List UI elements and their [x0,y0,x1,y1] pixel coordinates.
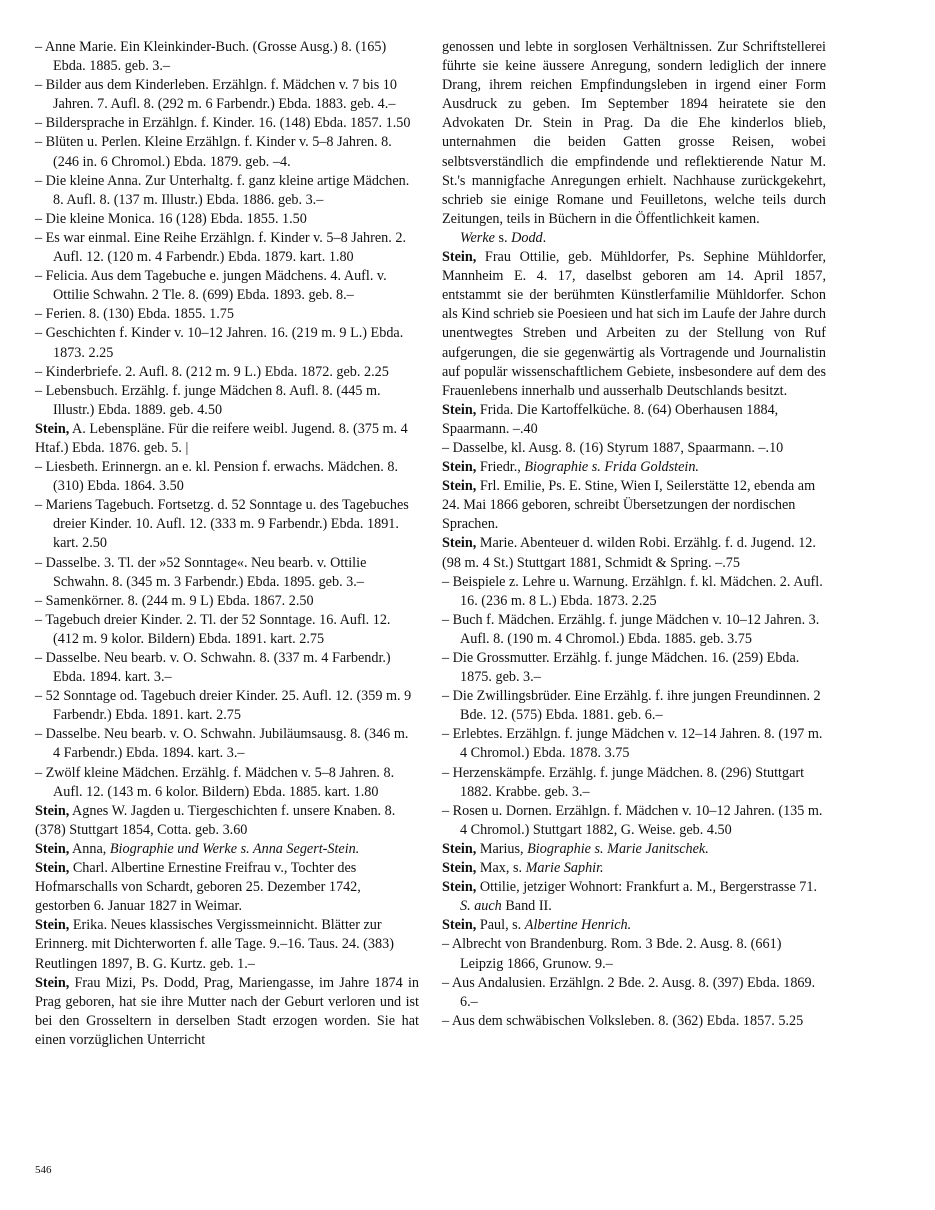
entry-italic: Biographie s. Marie Janitschek. [527,840,709,857]
entry-text: Frl. Emilie, Ps. E. Stine, Wien I, Seilerstätte 12, ebenda am 24. Mai 1866 geboren, schreibt Übersetzungen der nordischen Sprachen. [442,478,816,533]
entry-text: – Felicia. Aus dem Tagebuche e. jungen Mädchens. 4. Aufl. v. Ottilie Schwahn. 2 Tle. 8. (699) Ebda. 1893. geb. 8.– [35,268,387,304]
index-entry [442,859,826,878]
entry-text: – Buch f. Mädchen. Erzählg. f. junge Mädchen v. 10–12 Jahren. 3. Aufl. 8. (190 m. 4 Chromol.) Ebda. 1885. geb. 3.75 [442,611,820,647]
entry-text: – Bildersprache in Erzählgn. f. Kinder. 16. (148) Ebda. 1857. 1.50 [35,115,411,132]
entry-italic: Dodd [511,229,543,246]
entry-text: Frida. Die Kartoffelküche. 8. (64) Oberhausen 1884, Spaarmann. –.40 [442,401,779,437]
index-entry [35,840,419,859]
entry-heading: Stein, [35,974,70,991]
page-number: 546 [35,1164,52,1176]
index-entry [442,974,826,1012]
entry-text: Charl. Albertine Ernestine Freifrau v., Tochter des Hofmarschalls von Schardt, geboren 25. Dezember 1742, gestorben 6. Januar 1827 in Weimar. [35,860,361,915]
index-entry [442,439,826,458]
index-entry [35,916,419,973]
entry-heading: Stein, [442,459,477,476]
index-entry [35,420,419,458]
index-entry [442,401,826,439]
entry-text: – Die kleine Anna. Zur Unterhaltg. f. ganz kleine artige Mädchen. 8. Aufl. 8. (137 m. Illustr.) Ebda. 1886. geb. 3.– [35,172,410,208]
index-entry [35,611,419,649]
entry-text: – Lebensbuch. Erzählg. f. junge Mädchen 8. Aufl. 8. (445 m. Illustr.) Ebda. 1889. geb. 4.50 [35,382,381,418]
entry-text: Frau Mizi, Ps. Dodd, Prag, Mariengasse, im Jahre 1874 in Prag geboren, hat sie ihre Mutter nach der Geburt verloren und ist bei den Grosseltern in derselben Stadt erzogen worden. Sie hat einen vorzüglichen Unterricht [35,974,419,1048]
index-entry [442,477,826,534]
index-entry [35,267,419,305]
index-entry [35,458,419,496]
entry-heading: Stein, [442,860,477,877]
entry-heading: Stein, [35,917,70,934]
left-column [35,38,419,1050]
entry-text: – Blüten u. Perlen. Kleine Erzählgn. f. Kinder v. 5–8 Jahren. 8. (246 in. 6 Chromol.) Ebda. 1879. geb. –4. [35,134,392,170]
entry-text: – Die Grossmutter. Erzählg. f. junge Mädchen. 16. (259) Ebda. 1875. geb. 3.– [442,650,800,686]
entry-text: – Tagebuch dreier Kinder. 2. Tl. der 52 Sonntage. 16. Aufl. 12. (412 m. 9 kolor. Bildern) Ebda. 1891. kart. 2.75 [35,611,391,647]
entry-italic: Werke [460,229,495,246]
index-entry [442,840,826,859]
index-entry [442,764,826,802]
index-entry [442,611,826,649]
entry-text: Band II. [501,898,552,915]
index-entry [35,133,419,171]
entry-text: – Es war einmal. Eine Reihe Erzählgn. f. Kinder v. 5–8 Jahren. 2. Aufl. 12. (120 m. 4 Farbendr.) Ebda. 1879. kart. 1.80 [35,229,406,266]
entry-text: – Die Zwillingsbrüder. Eine Erzählg. f. ihre jungen Freundinnen. 2 Bde. 12. (575) Ebda. 1881. geb. 6.– [442,688,821,724]
entry-text: – Liesbeth. Erinnergn. an e. kl. Pension f. erwachs. Mädchen. 8. (310) Ebda. 1864. 3.50 [35,459,399,495]
entry-heading: Stein, [442,249,477,266]
entry-heading: Stein, [442,535,477,552]
entry-text: – Aus dem schwäbischen Volksleben. 8. (362) Ebda. 1857. 5.25 [442,1012,804,1029]
index-entry [442,878,826,897]
entry-text: – Beispiele z. Lehre u. Warnung. Erzählgn. f. kl. Mädchen. 2. Aufl. 16. (236 m. 8 L.) Ebda. 1873. 2.25 [442,573,823,609]
entry-text: – Ferien. 8. (130) Ebda. 1855. 1.75 [35,306,234,323]
index-entry [35,229,419,267]
index-entry [442,916,826,935]
index-entry [35,802,419,840]
index-entry [35,76,419,114]
entry-text: – Erlebtes. Erzählgn. f. junge Mädchen v. 12–14 Jahren. 8. (197 m. 4 Chromol.) Ebda. 1878. 3.75 [442,726,823,762]
index-entry [442,229,826,248]
entry-heading: Stein, [442,478,477,495]
right-column [442,38,826,1031]
entry-italic: S. auch [460,898,502,915]
entry-text: – Albrecht von Brandenburg. Rom. 3 Bde. 2. Ausg. 8. (661) Leipzig 1866, Grunow. 9.– [442,936,782,972]
index-entry [442,534,826,572]
index-entry [35,305,419,324]
entry-text: – Dasselbe, kl. Ausg. 8. (16) Styrum 1887, Spaarmann. –.10 [442,439,784,456]
index-entry [442,725,826,763]
entry-heading: Stein, [35,420,70,437]
index-entry [35,496,419,553]
index-entry [442,649,826,687]
index-entry [35,859,419,916]
index-entry [35,725,419,763]
entry-heading: Stein, [442,879,477,896]
entry-text: – Die kleine Monica. 16 (128) Ebda. 1855. 1.50 [35,210,307,227]
entry-text: Frau Ottilie, geb. Mühldorfer, Ps. Sephine Mühldorfer, Mannheim E. 4. 17, daselbst geboren am 14. April 1857, entstammt sie der berühmten Künstlerfamilie Mühldorfer. Schon als Kind schrieb sie Poesieen und hat sich im Laufe der Jahre durch unentwegtes Streben und Arbeiten zu der Stellung von Ruf aufgerungen, die sie gegenwärtig als Vortragende und Journalistin auf populär wissenschaftlichem Gebiete, insbesondere auf dem des Frauenlebens innerhalb und ausserhalb Deutschlands besitzt. [442,249,826,399]
entry-text: A. Lebenspläne. Für die reifere weibl. Jugend. 8. (375 m. 4 Htaf.) Ebda. 1876. geb. 5. | [35,420,408,456]
index-entry [35,363,419,382]
index-entry [35,649,419,687]
index-entry [35,687,419,725]
entry-text: s. [494,229,512,246]
entry-italic: Biographie s. Frida Goldstein. [524,459,699,476]
index-entry [442,248,826,401]
entry-text: – Bilder aus dem Kinderleben. Erzählgn. f. Mädchen v. 7 bis 10 Jahren. 7. Aufl. 8. (292 m. 6 Farbendr.) Ebda. 1883. geb. 4.– [35,77,397,113]
entry-italic: Biographie und Werke s. Anna Segert-Stein. [109,840,360,857]
index-entry [35,554,419,592]
index-entry [442,802,826,840]
index-entry [35,172,419,210]
index-entry [35,592,419,611]
entry-text: – Dasselbe. Neu bearb. v. O. Schwahn. Jubiläumsausg. 8. (346 m. 4 Farbendr.) Ebda. 1894. kart. 3.– [35,726,409,762]
entry-text: Anna, [69,840,110,857]
index-entry [442,1012,826,1031]
entry-heading: Stein, [35,860,70,877]
entry-text: – Anne Marie. Ein Kleinkinder-Buch. (Grosse Ausg.) 8. (165) Ebda. 1885. geb. 3.– [35,39,387,75]
entry-text: – Mariens Tagebuch. Fortsetzg. d. 52 Sonntage u. des Tagebuches dreier Kinder. 10. Aufl. 12. (333 m. 9 Farbendr.) Ebda. 1891. kart. 2.50 [35,497,409,552]
index-entry [442,687,826,725]
entry-text: – Herzenskämpfe. Erzählg. f. junge Mädchen. 8. (296) Stuttgart 1882. Krabbe. geb. 3.– [442,764,805,800]
entry-heading: Stein, [442,401,477,418]
entry-text: – Samenkörner. 8. (244 m. 9 L) Ebda. 1867. 2.50 [35,592,314,609]
entry-text: Ottilie, jetziger Wohnort: Frankfurt a. M., Bergerstrasse 71. [476,879,818,896]
entry-text: – Aus Andalusien. Erzählgn. 2 Bde. 2. Ausg. 8. (397) Ebda. 1869. 6.– [442,974,816,1010]
index-entry [35,114,419,133]
entry-text: . [542,229,547,246]
index-entry [35,974,419,1050]
index-entry [35,38,419,76]
entry-italic: Marie Saphir. [525,860,604,877]
entry-text: – Kinderbriefe. 2. Aufl. 8. (212 m. 9 L.) Ebda. 1872. geb. 2.25 [35,363,389,380]
entry-text: Marie. Abenteuer d. wilden Robi. Erzählg. f. d. Jugend. 12. (98 m. 4 St.) Stuttgart 1881, Schmidt & Spring. –.75 [442,535,816,571]
entry-heading: Stein, [35,802,70,819]
entry-text: – Rosen u. Dornen. Erzählgn. f. Mädchen v. 10–12 Jahren. (135 m. 4 Chromol.) Stuttgart 1882, G. Weise. geb. 4.50 [442,802,823,838]
entry-heading: Stein, [35,840,70,857]
entry-text: Paul, s. [476,917,525,934]
index-entry [35,382,419,420]
entry-heading: Stein, [442,917,477,934]
entry-text: Erika. Neues klassisches Vergissmeinnicht. Blätter zur Erinnerg. mit Dichterworten f. alle Tage. 9.–16. Taus. 24. (383) Reutlingen 1897, B. G. Kurtz. geb. 1.– [35,917,394,972]
index-entry [35,210,419,229]
entry-text: – Dasselbe. 3. Tl. der »52 Sonntage«. Neu bearb. v. Ottilie Schwahn. 8. (345 m. 3 Farbendr.) Ebda. 1895. geb. 3.– [35,554,367,590]
index-entry [442,458,826,477]
entry-text: Max, s. [476,860,526,877]
entry-text: – Geschichten f. Kinder v. 10–12 Jahren. 16. (219 m. 9 L.) Ebda. 1873. 2.25 [35,325,404,361]
entry-text: – Zwölf kleine Mädchen. Erzählg. f. Mädchen v. 5–8 Jahren. 8. Aufl. 12. (143 m. 6 kolor. Bildern) Ebda. 1885. kart. 1.80 [35,764,395,800]
entry-text: – 52 Sonntage od. Tagebuch dreier Kinder. 25. Aufl. 12. (359 m. 9 Farbendr.) Ebda. 1891. kart. 2.75 [35,688,412,724]
entry-italic: Albertine Henrich. [524,917,632,934]
entry-text: Friedr., [476,459,525,476]
index-entry [442,573,826,611]
index-entry [35,324,419,362]
entry-text: – Dasselbe. Neu bearb. v. O. Schwahn. 8. (337 m. 4 Farbendr.) Ebda. 1894. kart. 3.– [35,650,391,686]
entry-text: Agnes W. Jagden u. Tiergeschichten f. unsere Knaben. 8. (378) Stuttgart 1854, Cotta. geb. 3.60 [35,802,396,838]
index-entry [35,764,419,802]
entry-text: Marius, [476,840,528,857]
entry-text: genossen und lebte in sorglosen Verhältnissen. Zur Schriftstellerei führte sie keine äussere Anregung, sondern lediglich der innere Drang, ihrem reichen Empfindungsleben in irgend einer Form Ausdruck zu geben. Im September 1894 heiratete sie den Advokaten Dr. Stein in Prag. Da die Ehe kinderlos blieb, unternahmen die beiden Gatten grosse Reisen, wobei selbtsverständlich die empfindende und reflektierende Natur M. St.'s mannigfache Anregungen erhielt. Nachhause zurückgekehrt, schrieb sie einige Romane und Feuilletons, welche teils durch Zeitungen, teils in Büchern in die Öffentlichkeit kamen. [442,39,826,227]
index-entry [442,897,826,916]
index-entry [442,935,826,973]
index-entry [442,38,826,229]
entry-heading: Stein, [442,840,477,857]
